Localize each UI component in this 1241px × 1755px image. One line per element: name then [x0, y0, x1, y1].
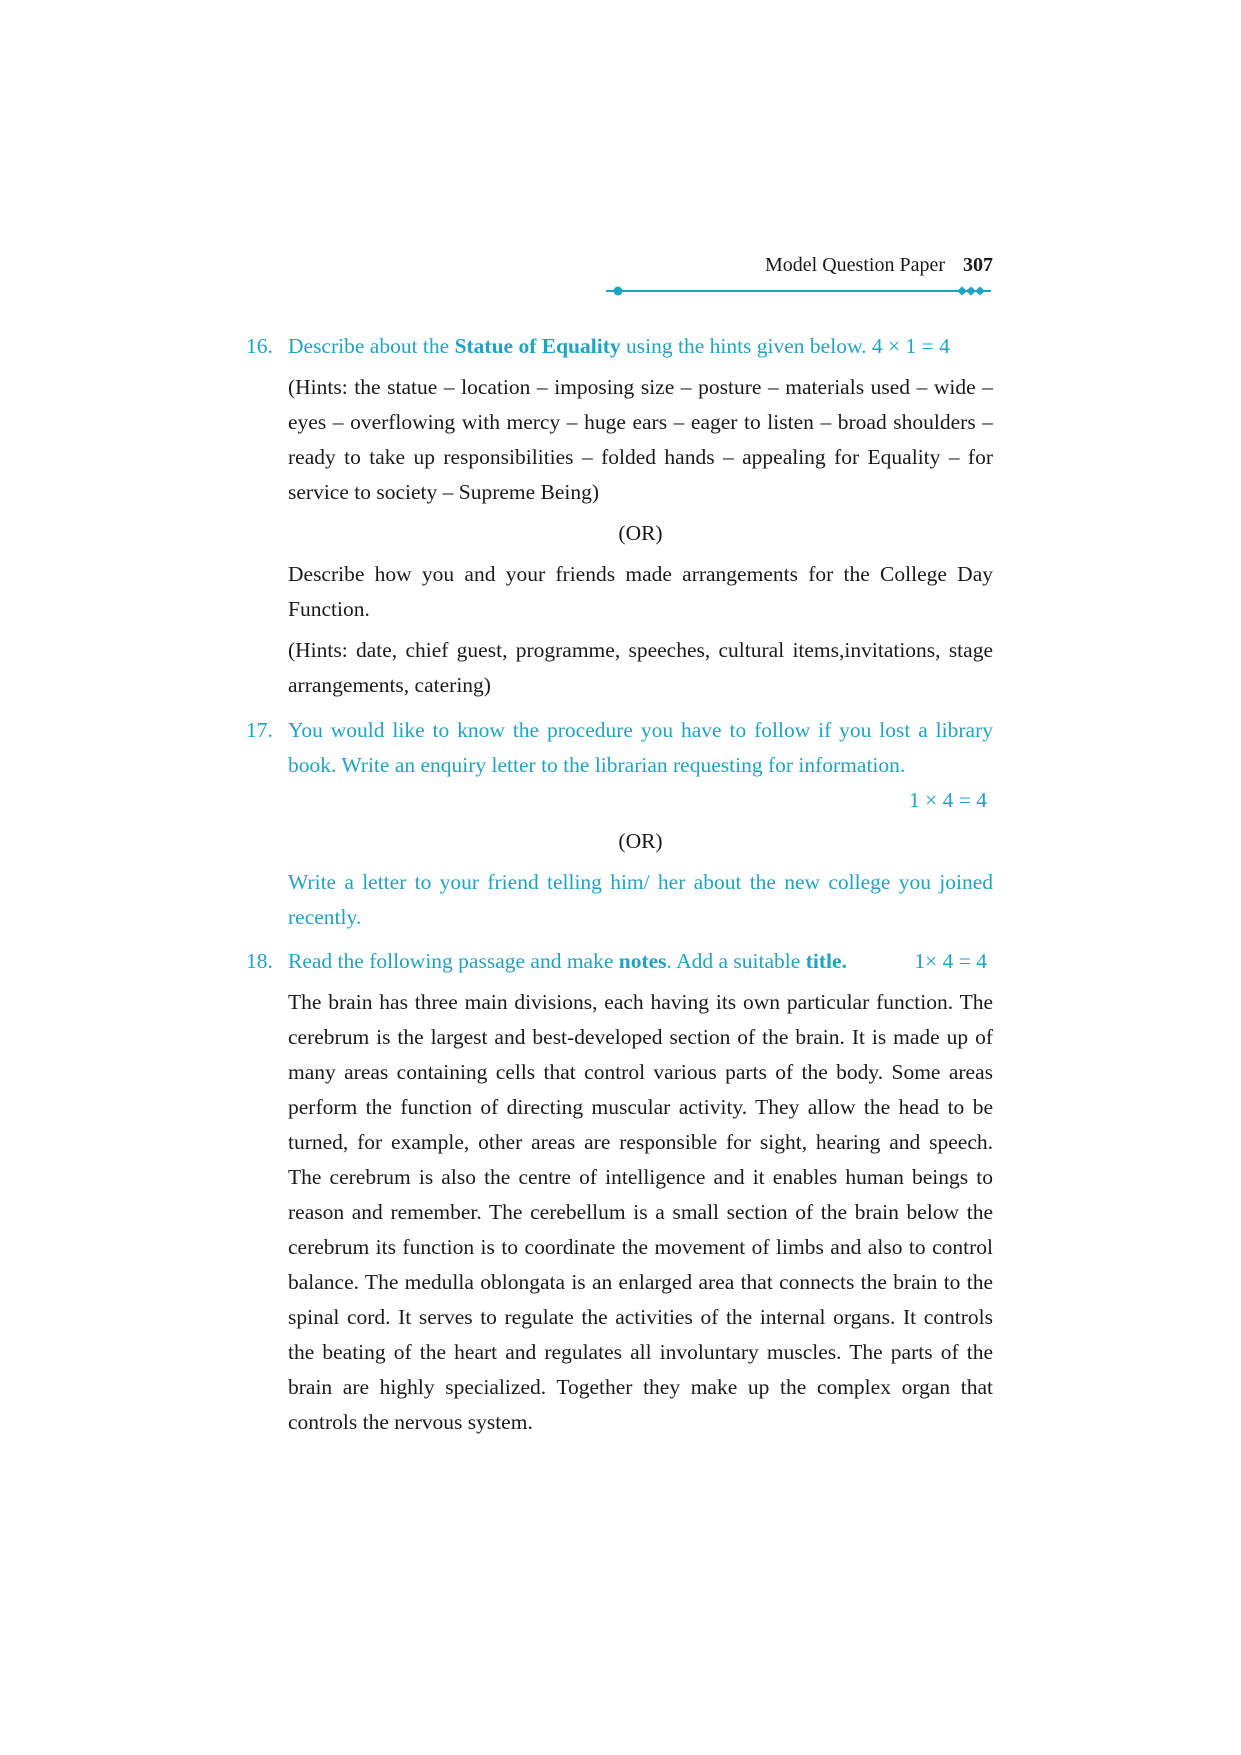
- prompt-bold: Statue of Equality: [454, 334, 621, 358]
- marks: 1 × 4 = 4: [908, 788, 987, 812]
- marks: 1× 4 = 4: [914, 949, 987, 973]
- hints: (Hints: the statue – location – imposing size – posture – materials used – wide – eyes – overflowing with mercy – huge ears – eager to listen – broad shoulders – ready to take up responsibilities – folded hands – appealing for Equality – for service to society – Supreme Being): [288, 375, 993, 504]
- question-number: 16.: [246, 334, 273, 358]
- marks: 4 × 1 = 4: [871, 334, 950, 358]
- question-number: 17.: [246, 718, 273, 742]
- header-rule: [606, 285, 993, 297]
- or-divider: (OR): [618, 829, 663, 853]
- prompt-text: using the hints given below.: [620, 334, 867, 358]
- alternative-question: Write a letter to your friend telling him/ her about the new college you joined recently.: [288, 870, 993, 929]
- prompt-text: Read the following passage and make: [288, 949, 619, 973]
- alternative-question: Describe how you and your friends made arrangements for the College Day Function.: [288, 562, 993, 621]
- prompt-text: Describe about the: [288, 334, 455, 358]
- passage: The brain has three main divisions, each having its own particular function. The cerebrum is the largest and best-developed section of the brain. It is made up of many areas containing cells that control various parts of the body. Some areas perform the function of directing muscular activity. They allow the head to be turned, for example, other areas are responsible for sight, hearing and speech. The cerebrum is also the centre of intelligence and it enables human beings to reason and remember. The cerebellum is a small section of the brain below the cerebrum its function is to coordinate the movement of limbs and also to control balance. The medulla oblongata is an enlarged area that connects the brain to the spinal cord. It serves to regulate the activities of the internal organs. It controls the beating of the heart and regulates all involuntary muscles. The parts of the brain are highly specialized. Together they make up the complex organ that controls the nervous system.: [288, 990, 993, 1434]
- question-16: [246, 329, 993, 703]
- question-number: 18.: [246, 949, 273, 973]
- question-18: [246, 944, 993, 1440]
- or-divider: (OR): [618, 521, 663, 545]
- alternative-hints: (Hints: date, chief guest, programme, speeches, cultural items,invitations, stage arrangements, catering): [288, 638, 993, 697]
- prompt-text: . Add a suitable: [666, 949, 806, 973]
- question-17: [246, 713, 993, 935]
- running-head: [765, 252, 993, 278]
- question-prompt: [288, 329, 993, 364]
- question-prompt: You would like to know the procedure you have to follow if you lost a library book. Write an enquiry letter to the librarian requesting for information.: [288, 718, 993, 777]
- page-header: [606, 252, 993, 300]
- running-title: Model Question Paper: [765, 254, 945, 276]
- prompt-bold: notes: [618, 949, 667, 973]
- question-prompt: [288, 944, 993, 979]
- prompt-bold: title.: [805, 949, 847, 973]
- page-number: 307: [963, 254, 993, 276]
